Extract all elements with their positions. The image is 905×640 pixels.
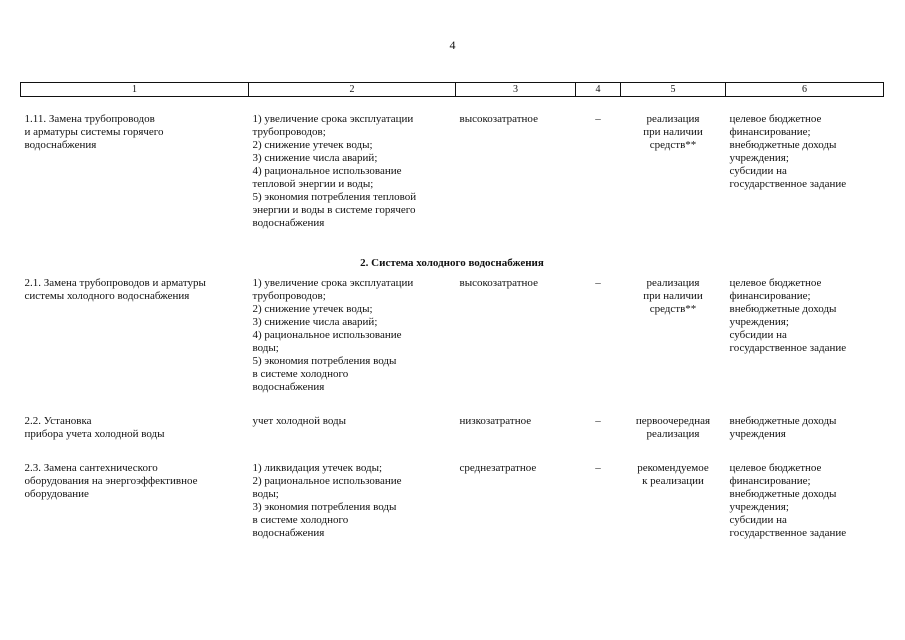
- measure-dash: –: [595, 462, 601, 474]
- column-number-4: 4: [576, 83, 621, 97]
- section-row: [21, 251, 884, 277]
- header-row: [21, 83, 884, 97]
- measure-cost: высокозатратное: [459, 113, 538, 125]
- measure-name: 2.1. Замена трубопроводов и арматуры системы холодного водоснабжения: [24, 277, 206, 302]
- measure-status: реализация при наличии средств**: [643, 113, 703, 151]
- measure-funding: целевое бюджетное финансирование; внебюджетные доходы учреждения; субсидии на государственное задание: [729, 277, 847, 354]
- table-row: [21, 415, 884, 462]
- section-title: 2. Система холодного водоснабжения: [360, 257, 544, 269]
- measure-dash: –: [595, 277, 601, 289]
- measure-name: 2.2. Установка прибора учета холодной воды: [24, 415, 165, 440]
- measure-dash: –: [595, 113, 601, 125]
- measure-effect: 1) увеличение срока эксплуатации трубопроводов; 2) снижение утечек воды; 3) снижение числа аварий; 4) рациональное использование тепловой энергии и воды; 5) экономия потребления тепловой энергии и воды в системе горячего водоснабжения: [252, 113, 417, 229]
- column-number-2: 2: [249, 83, 456, 97]
- measure-cost: низкозатратное: [459, 415, 532, 427]
- measure-effect: 1) увеличение срока эксплуатации трубопроводов; 2) снижение утечек воды; 3) снижение числа аварий; 4) рациональное использование воды; 5) экономия потребления воды в системе холодного водоснабжения: [252, 277, 414, 393]
- measure-dash: –: [595, 415, 601, 427]
- table-row: [21, 113, 884, 251]
- column-number-3: 3: [456, 83, 576, 97]
- measure-cost: среднезатратное: [459, 462, 537, 474]
- column-number-5: 5: [621, 83, 726, 97]
- measure-name: 1.11. Замена трубопроводов и арматуры системы горячего водоснабжения: [24, 113, 164, 151]
- spacer-row: [21, 97, 884, 114]
- table-row: [21, 277, 884, 415]
- table-row: [21, 462, 884, 557]
- page-number: 4: [449, 38, 456, 52]
- measure-effect: 1) ликвидация утечек воды; 2) рациональное использование воды; 3) экономия потребления воды в системе холодного водоснабжения: [252, 462, 402, 539]
- measure-cost: высокозатратное: [459, 277, 538, 289]
- measure-status: реализация при наличии средств**: [643, 277, 703, 315]
- measures-table: [20, 82, 884, 557]
- column-number-1: 1: [21, 83, 249, 97]
- column-number-6: 6: [726, 83, 884, 97]
- measure-funding: целевое бюджетное финансирование; внебюджетные доходы учреждения; субсидии на государственное задание: [729, 113, 847, 190]
- measure-name: 2.3. Замена сантехнического оборудования на энергоэффективное оборудование: [24, 462, 198, 500]
- measure-funding: внебюджетные доходы учреждения: [729, 415, 837, 440]
- measure-funding: целевое бюджетное финансирование; внебюджетные доходы учреждения; субсидии на государственное задание: [729, 462, 847, 539]
- measure-status: рекомендуемое к реализации: [637, 462, 709, 487]
- measure-effect: учет холодной воды: [252, 415, 346, 427]
- measure-status: первоочередная реализация: [635, 415, 711, 440]
